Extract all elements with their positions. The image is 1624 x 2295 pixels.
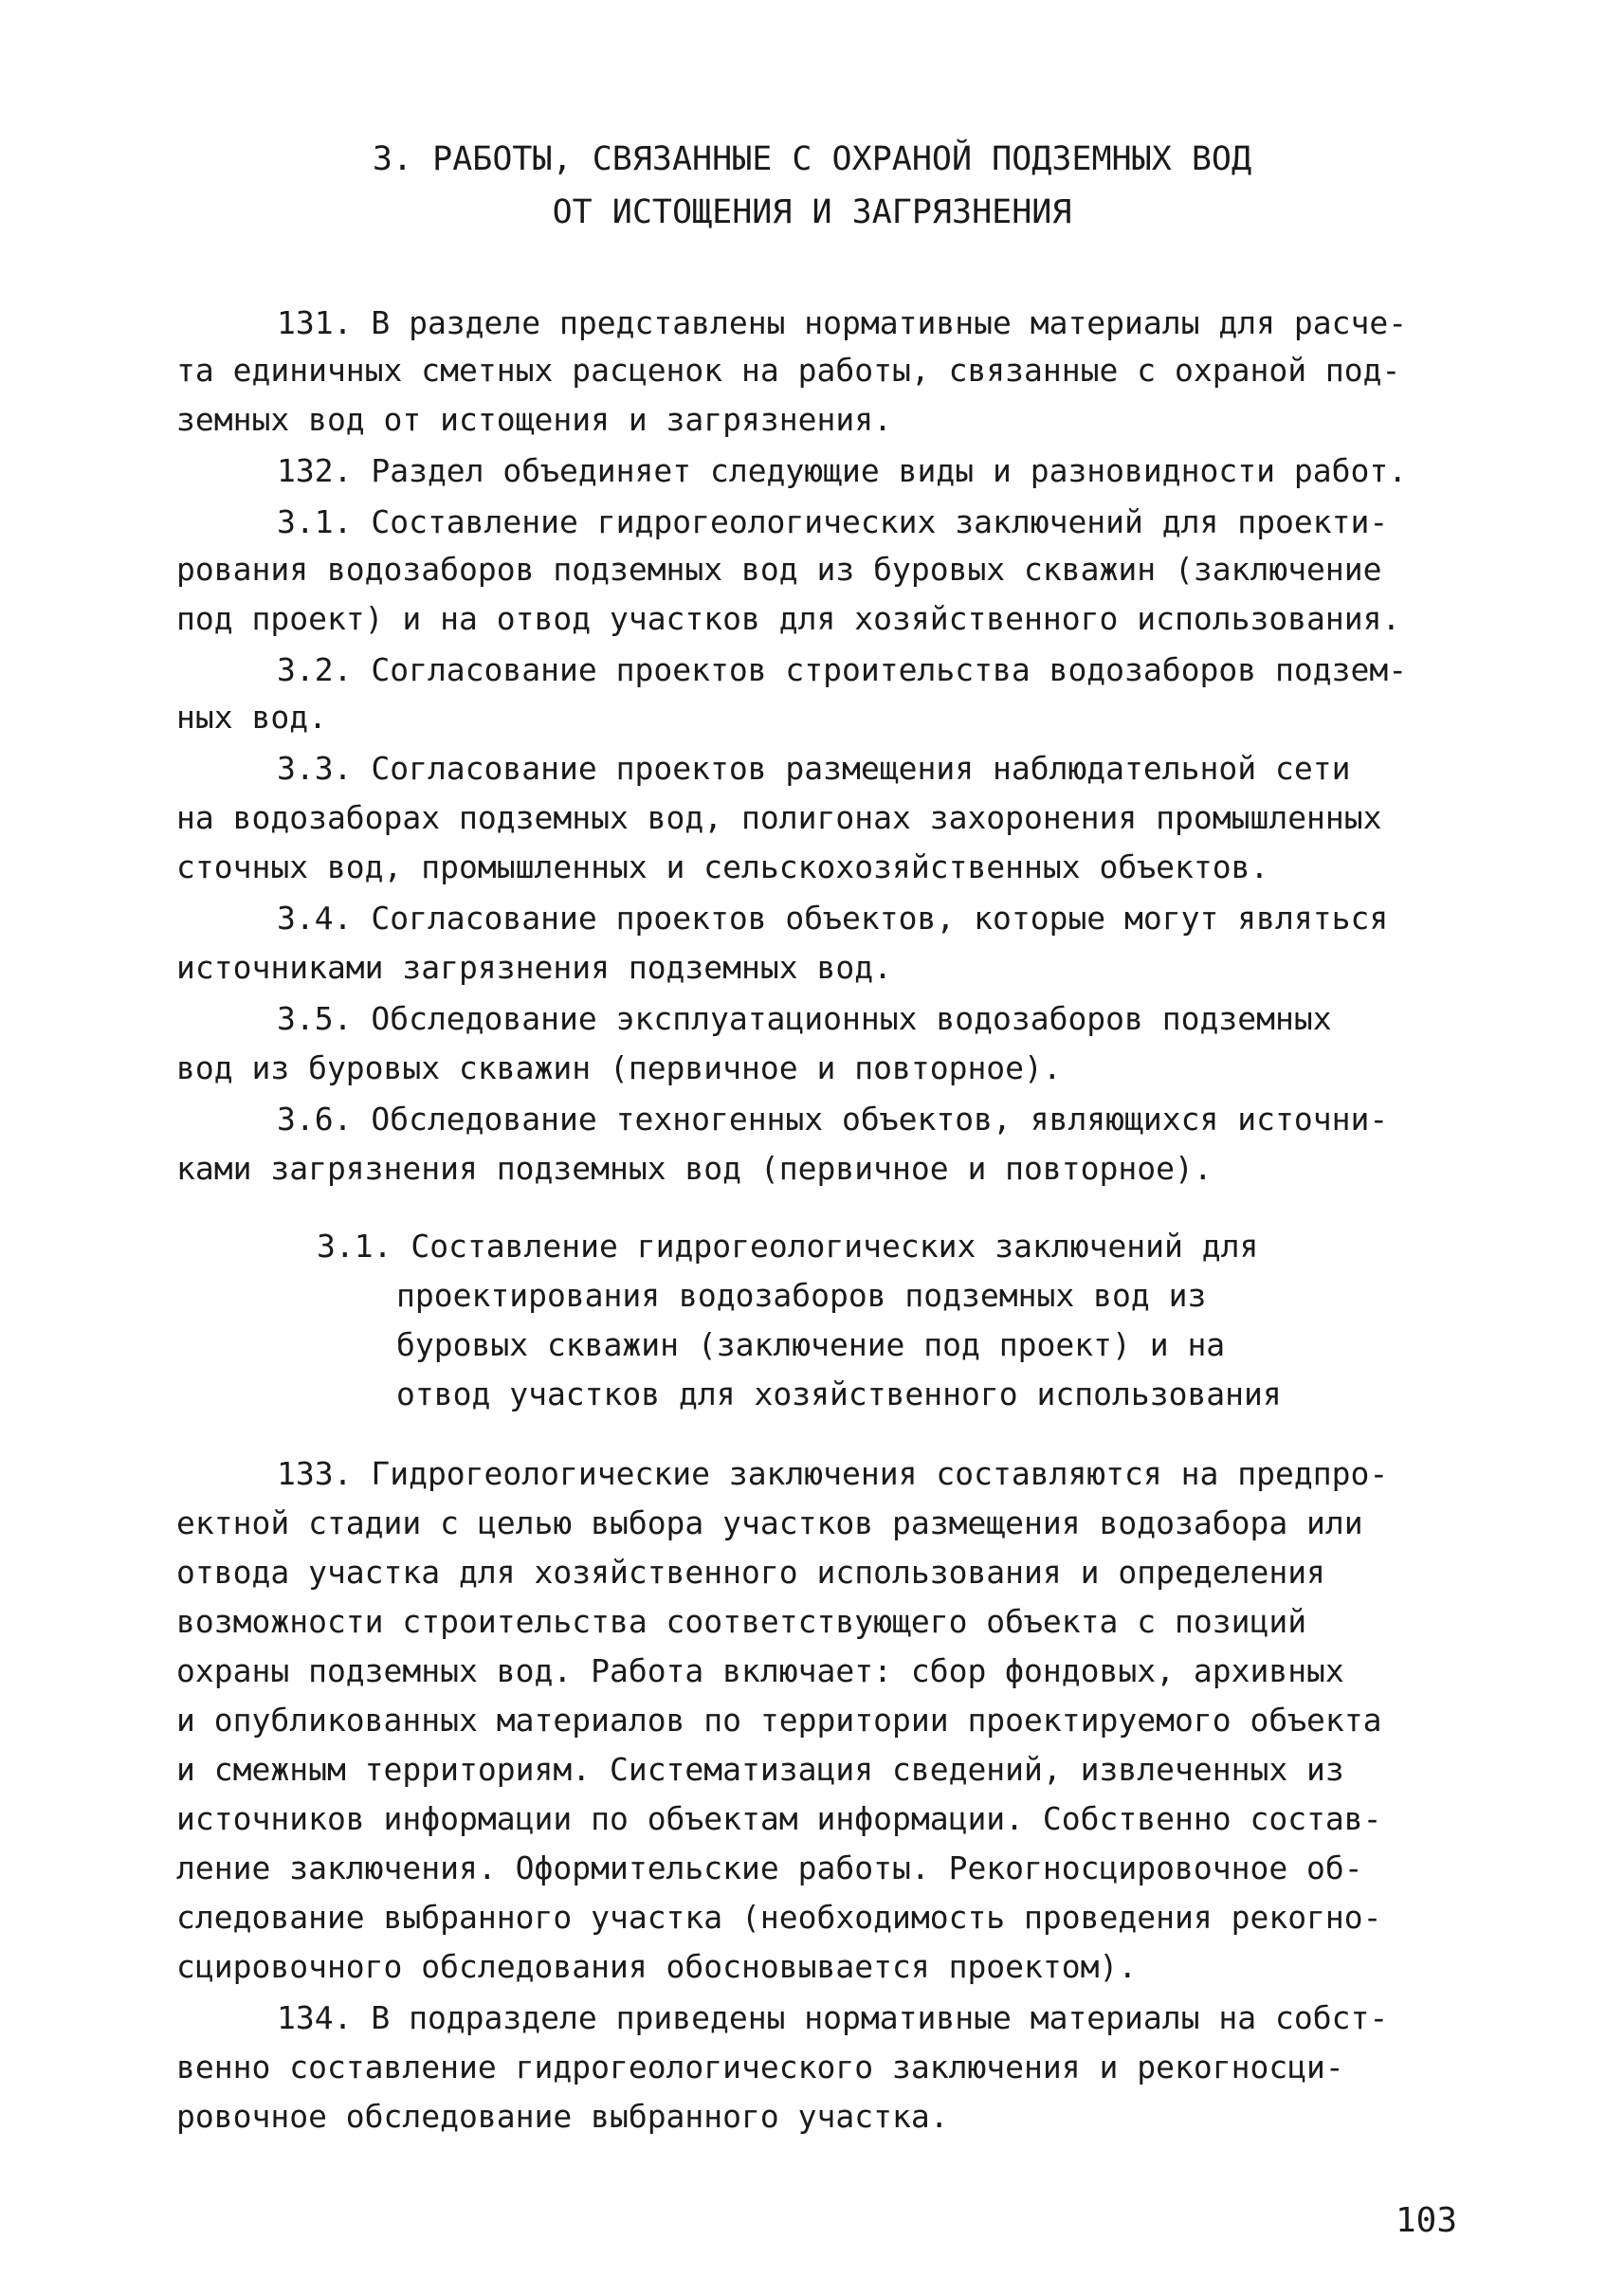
intro-line: сточных вод, промышленных и сельскохозяйственных объектов. (176, 848, 1269, 885)
intro-line: 3.4. Согласование проектов объектов, которые могут являться (277, 900, 1389, 937)
intro-line: источниками загрязнения подземных вод. (176, 949, 892, 986)
body-line: ровочное обследование выбранного участка. (176, 2098, 949, 2135)
body-line: возможности строительства соответствующего объекта с позиций (176, 1603, 1307, 1640)
body-line: сцировочного обследования обосновывается проектом). (176, 1948, 1138, 1985)
intro-line: 131. В разделе представлены нормативные материалы для расче- (277, 304, 1408, 341)
body-line: ление заключения. Оформительские работы. Рекогносцировочное об- (176, 1849, 1363, 1886)
intro-line: на водозаборах подземных вод, полигонах захоронения промышленных (176, 799, 1382, 836)
section-title-line-1: 3. РАБОТЫ, СВЯЗАННЫЕ С ОХРАНОЙ ПОДЗЕМНЫХ ВОД (372, 140, 1252, 178)
body-line: и смежным территориям. Систематизация сведений, извлеченных из (176, 1751, 1344, 1788)
intro-line: ками загрязнения подземных вод (первичное и повторное). (176, 1150, 1213, 1187)
intro-line: 132. Раздел объединяет следующие виды и разновидности работ. (277, 452, 1408, 489)
intro-line: та единичных сметных расценок на работы, связанные с охраной под- (176, 352, 1401, 389)
intro-line: 3.6. Обследование техногенных объектов, являющихся источни- (277, 1101, 1389, 1138)
intro-line: ных вод. (176, 699, 327, 736)
intro-line: 3.3. Согласование проектов размещения наблюдательной сети (277, 750, 1351, 787)
body-line: ектной стадии с целью выбора участков размещения водозабора или (176, 1504, 1363, 1541)
intro-line: под проект) и на отвод участков для хозяйственного использования. (176, 600, 1401, 637)
subsection-title-line: 3.1. Составление гидрогеологических заключений для (317, 1228, 1259, 1265)
intro-line: 3.5. Обследование эксплуатационных водозаборов подземных (277, 1000, 1332, 1037)
body-line: 134. В подразделе приведены нормативные материалы на собст- (277, 1999, 1389, 2036)
page-number: 103 (1396, 2201, 1458, 2240)
body-line: источников информации по объектам информации. Собственно состав- (176, 1800, 1382, 1837)
intro-line: 3.2. Согласование проектов строительства водозаборов подзем- (277, 651, 1408, 688)
body-line: охраны подземных вод. Работа включает: сбор фондовых, архивных (176, 1652, 1344, 1689)
subsection-title-line: проектирования водозаборов подземных вод из (396, 1277, 1207, 1314)
intro-line: земных вод от истощения и загрязнения. (176, 401, 892, 438)
section-title-line-2: ОТ ИСТОЩЕНИЯ И ЗАГРЯЗНЕНИЯ (552, 193, 1072, 231)
body-line: отвода участка для хозяйственного использования и определения (176, 1554, 1325, 1591)
body-line: следование выбранного участка (необходимость проведения рекогно- (176, 1899, 1382, 1936)
intro-line: рования водозаборов подземных вод из буровых скважин (заключение (176, 551, 1382, 588)
intro-line: вод из буровых скважин (первичное и повторное). (176, 1049, 1062, 1086)
subsection-title-line: буровых скважин (заключение под проект) и на (396, 1326, 1226, 1363)
subsection-title-line: отвод участков для хозяйственного использования (396, 1375, 1282, 1412)
body-line: и опубликованных материалов по территории проектируемого объекта (176, 1702, 1382, 1739)
body-line: венно составление гидрогеологического заключения и рекогносци- (176, 2049, 1344, 2086)
body-line: 133. Гидрогеологические заключения составляются на предпро- (277, 1455, 1389, 1492)
intro-line: 3.1. Составление гидрогеологических заключений для проекти- (277, 503, 1389, 540)
